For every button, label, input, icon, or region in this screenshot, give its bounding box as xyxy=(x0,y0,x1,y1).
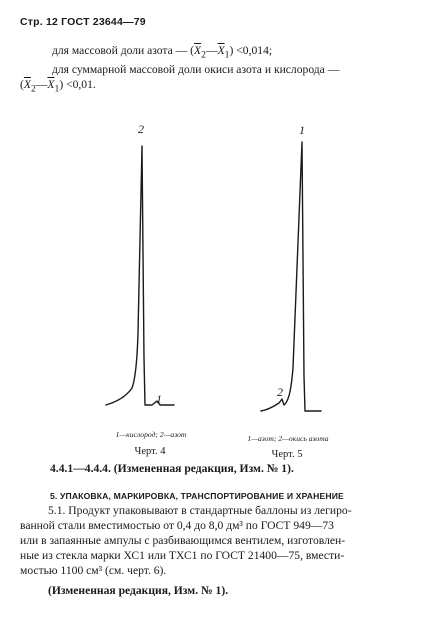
x2-bar: $\overline{X}$ xyxy=(194,44,202,57)
section-title: 5. УПАКОВКА, МАРКИРОВКА, ТРАНСПОРТИРОВАНИЕ И ХРАНЕНИЕ xyxy=(50,491,344,501)
figure4-title: Черт. 4 xyxy=(134,446,166,457)
amendment-reference-1: 4.4.1—4.4.4. (Измененная редакция, Изм. № 1). xyxy=(50,462,294,475)
paragraph-5-1-line4: ные из стекла марки ХС1 или ТХС1 по ГОСТ 21400—75, вмести- xyxy=(20,549,345,562)
figure4-caption: 1—кислород; 2—азот xyxy=(115,430,187,439)
paragraph-5-1-line1: 5.1. Продукт упаковывают в стандартные баллоны из легиро- xyxy=(48,504,352,517)
formula-line-oxides: для суммарной массовой доли окиси азота и кислорода — xyxy=(52,63,340,76)
figure5-caption: 1—азот; 2—окись азота xyxy=(247,434,329,443)
chromatogram-trace-5 xyxy=(261,142,321,411)
peak-label-minor: 2 xyxy=(277,385,283,399)
x1-bar: $\overline{X}$ xyxy=(47,78,55,91)
peak-label-major: 2 xyxy=(138,122,144,136)
paragraph-5-1-line3: или в запаянные ампулы с разбивающимся вентилем, изготовлен- xyxy=(20,534,346,547)
peak-label-major: 1 xyxy=(299,123,305,137)
x1-bar: $\overline{X}$ xyxy=(217,44,225,57)
paragraph-5-1-line5: мостью 1100 см³ (см. черт. 6). xyxy=(20,564,167,577)
chromatogram-figure-4 xyxy=(100,118,190,418)
paragraph-5-1-line2: ванной стали вместимостью от 0,4 до 8,0 дм³ по ГОСТ 949—73 xyxy=(20,519,334,532)
peak-label-minor: 1 xyxy=(156,392,162,406)
figure5-title: Черт. 5 xyxy=(271,449,303,460)
chromatogram-trace-4 xyxy=(106,146,174,405)
amendment-reference-2: (Измененная редакция, Изм. № 1). xyxy=(48,584,229,597)
x2-bar: $\overline{X}$ xyxy=(23,78,31,91)
formula-line-nitrogen: для массовой доли азота — $(\overline{X}_2—\overline{X}_1) <0,014$; xyxy=(52,44,273,61)
page-header: Стр. 12 ГОСТ 23644—79 xyxy=(20,16,146,28)
chromatogram-figure-5 xyxy=(255,118,345,418)
formula-line-oxides-cont: $(\overline{X}_2—\overline{X}_1) <0,01$. xyxy=(20,78,96,95)
